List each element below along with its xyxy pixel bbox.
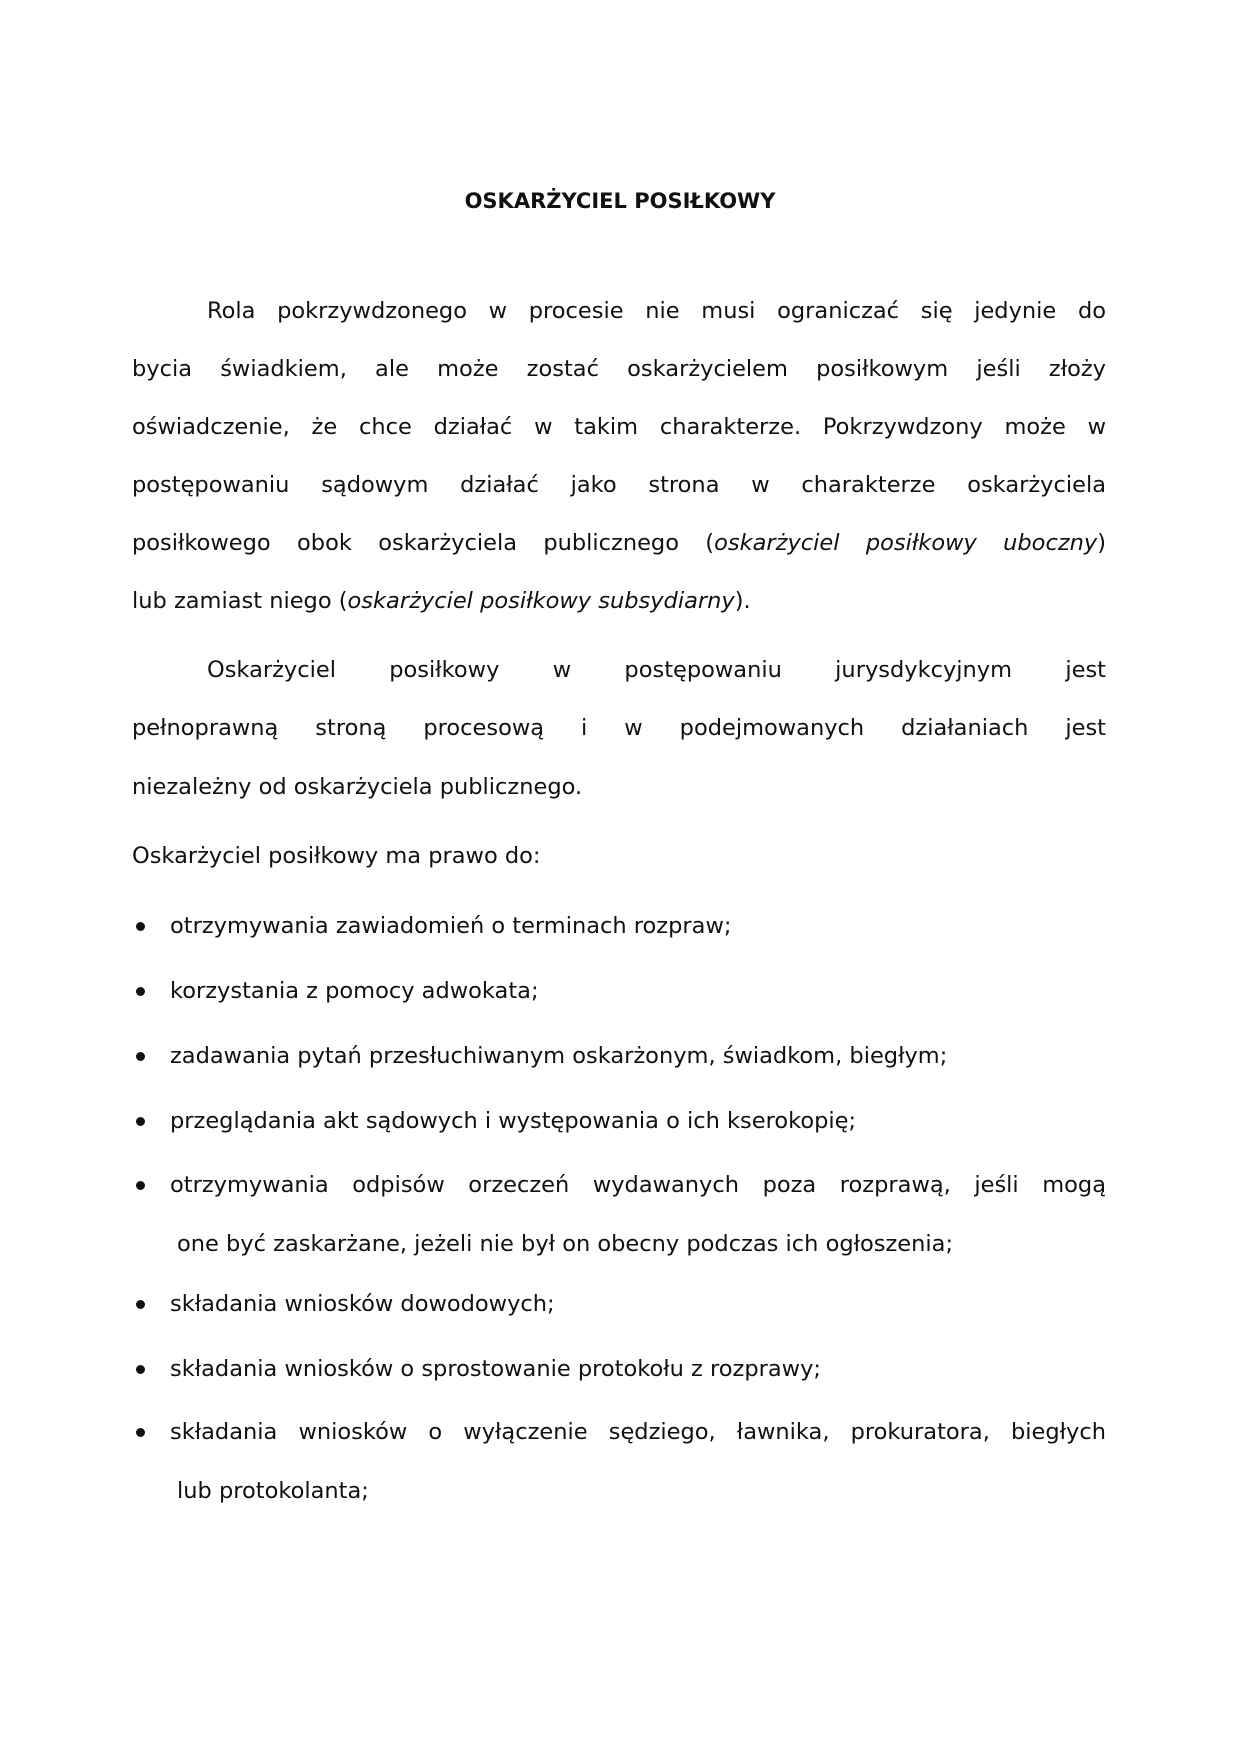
text-segment: Rola pokrzywdzonego w procesie nie musi ograniczać się jedynie do <box>207 298 1106 324</box>
text-segment: oświadczenie, że chce działać w takim charakterze. Pokrzywdzony może w <box>132 414 1106 440</box>
text-segment: bycia świadkiem, ale może zostać oskarżycielem posiłkowym jeśli złoży <box>132 356 1106 382</box>
paragraph-line <box>207 655 1106 685</box>
text-segment: Oskarżyciel posiłkowy w postępowaniu jurysdykcyjnym jest <box>207 657 1106 683</box>
paragraph-line <box>132 841 1106 871</box>
list-item: składania wniosków o wyłączenie sędziego, ławnika, prokuratora, biegłych <box>170 1419 1106 1445</box>
paragraph-line <box>132 586 1106 616</box>
text-segment: posiłkowego obok oskarżyciela publicznego ( <box>132 530 715 556</box>
paragraph-line <box>132 412 1106 442</box>
bullet-icon <box>136 1181 145 1190</box>
italic-term: oskarżyciel posiłkowy subsydiarny <box>347 588 735 614</box>
document-title: OSKARŻYCIEL POSIŁKOWY <box>464 189 776 213</box>
list-item: lub protokolanta; <box>177 1478 369 1504</box>
bullet-icon <box>136 1365 145 1374</box>
bullet-icon <box>136 1300 145 1309</box>
bullet-icon <box>136 1052 145 1061</box>
text-segment: niezależny od oskarżyciela publicznego. <box>132 774 583 800</box>
list-item: przeglądania akt sądowych i występowania o ich kserokopię; <box>170 1108 857 1134</box>
list-item: one być zaskarżane, jeżeli nie był on obecny podczas ich ogłoszenia; <box>177 1231 954 1257</box>
text-segment: postępowaniu sądowym działać jako strona w charakterze oskarżyciela <box>132 472 1106 498</box>
list-item: składania wniosków dowodowych; <box>170 1291 555 1317</box>
list-item: składania wniosków o sprostowanie protokołu z rozprawy; <box>170 1356 821 1382</box>
bullet-icon <box>136 987 145 996</box>
list-item: korzystania z pomocy adwokata; <box>170 978 539 1004</box>
text-segment: lub zamiast niego ( <box>132 588 348 614</box>
paragraph-line <box>207 296 1106 326</box>
paragraph-line <box>132 772 1106 802</box>
list-item: otrzymywania odpisów orzeczeń wydawanych poza rozprawą, jeśli mogą <box>170 1172 1106 1198</box>
paragraph-line <box>132 713 1106 743</box>
text-segment: Oskarżyciel posiłkowy ma prawo do: <box>132 843 541 869</box>
bullet-icon <box>136 922 145 931</box>
text-segment: pełnoprawną stroną procesową i w podejmowanych działaniach jest <box>132 715 1106 741</box>
italic-term: oskarżyciel posiłkowy uboczny <box>714 530 1098 556</box>
paragraph-line <box>132 528 1106 558</box>
text-segment: ) <box>1097 530 1106 556</box>
bullet-icon <box>136 1428 145 1437</box>
paragraph-line <box>132 354 1106 384</box>
bullet-icon <box>136 1117 145 1126</box>
text-segment: ). <box>734 588 751 614</box>
paragraph-line <box>132 470 1106 500</box>
list-item: zadawania pytań przesłuchiwanym oskarżonym, świadkom, biegłym; <box>170 1043 948 1069</box>
list-item: otrzymywania zawiadomień o terminach rozpraw; <box>170 913 732 939</box>
